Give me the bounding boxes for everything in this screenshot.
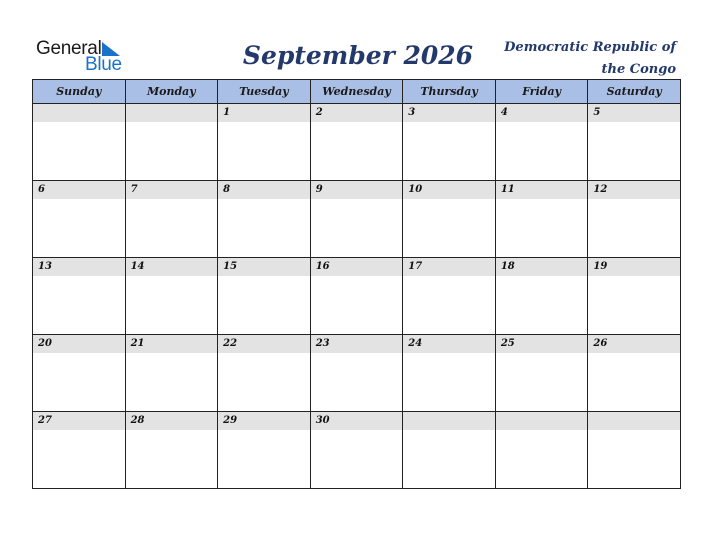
day-number: 21 xyxy=(126,335,218,353)
day-number xyxy=(126,104,218,122)
day-cell xyxy=(218,181,311,258)
day-number: 19 xyxy=(588,258,680,276)
day-cell xyxy=(33,258,126,335)
logo-general-text: General xyxy=(36,38,102,59)
day-cell xyxy=(495,412,588,489)
day-cell xyxy=(403,335,496,412)
day-number: 20 xyxy=(33,335,125,353)
day-cell xyxy=(588,258,681,335)
day-number: 17 xyxy=(403,258,495,276)
day-number: 15 xyxy=(218,258,310,276)
day-cell xyxy=(310,181,403,258)
day-cell xyxy=(218,412,311,489)
day-number: 13 xyxy=(33,258,125,276)
day-cell xyxy=(495,181,588,258)
day-cell xyxy=(125,258,218,335)
day-cell xyxy=(33,412,126,489)
day-number: 18 xyxy=(496,258,588,276)
day-number: 9 xyxy=(311,181,403,199)
day-number: 4 xyxy=(496,104,588,122)
day-cell xyxy=(495,104,588,181)
weekday-friday: Friday xyxy=(495,80,588,104)
weekday-header-row xyxy=(33,80,681,104)
logo-blue-text: Blue xyxy=(85,54,122,75)
day-number xyxy=(403,412,495,430)
weekday-sunday: Sunday xyxy=(33,80,126,104)
day-cell xyxy=(218,104,311,181)
day-cell xyxy=(403,181,496,258)
weekday-monday: Monday xyxy=(125,80,218,104)
day-cell xyxy=(588,181,681,258)
day-number: 29 xyxy=(218,412,310,430)
day-number xyxy=(33,104,125,122)
weekday-wednesday: Wednesday xyxy=(310,80,403,104)
day-number xyxy=(496,412,588,430)
day-cell xyxy=(125,335,218,412)
day-cell xyxy=(588,335,681,412)
day-cell xyxy=(403,104,496,181)
day-number: 24 xyxy=(403,335,495,353)
day-number: 2 xyxy=(311,104,403,122)
day-cell xyxy=(588,412,681,489)
month-title: September 2026 xyxy=(242,41,474,70)
day-number: 16 xyxy=(311,258,403,276)
day-number: 5 xyxy=(588,104,680,122)
week-row xyxy=(33,335,681,412)
day-cell xyxy=(310,335,403,412)
day-number: 28 xyxy=(126,412,218,430)
general-blue-logo xyxy=(36,39,136,75)
day-cell xyxy=(495,258,588,335)
country-line-1: Democratic Republic of xyxy=(504,40,676,55)
day-cell xyxy=(403,258,496,335)
weekday-tuesday: Tuesday xyxy=(218,80,311,104)
day-number: 6 xyxy=(33,181,125,199)
country-line-2: the Congo xyxy=(601,62,676,77)
day-number: 3 xyxy=(403,104,495,122)
day-cell xyxy=(588,104,681,181)
weekday-saturday: Saturday xyxy=(588,80,681,104)
day-number: 27 xyxy=(33,412,125,430)
country-name xyxy=(456,37,676,81)
day-number: 23 xyxy=(311,335,403,353)
day-cell xyxy=(495,335,588,412)
day-number: 11 xyxy=(496,181,588,199)
day-cell xyxy=(310,258,403,335)
day-cell xyxy=(125,104,218,181)
day-number: 1 xyxy=(218,104,310,122)
day-cell xyxy=(310,412,403,489)
day-number: 30 xyxy=(311,412,403,430)
week-row xyxy=(33,412,681,489)
calendar-grid xyxy=(32,79,681,489)
weekday-thursday: Thursday xyxy=(403,80,496,104)
day-cell xyxy=(218,258,311,335)
day-number: 10 xyxy=(403,181,495,199)
day-number: 25 xyxy=(496,335,588,353)
day-cell xyxy=(403,412,496,489)
day-cell xyxy=(310,104,403,181)
week-row xyxy=(33,181,681,258)
day-cell xyxy=(33,181,126,258)
day-number xyxy=(588,412,680,430)
day-number: 8 xyxy=(218,181,310,199)
day-number: 12 xyxy=(588,181,680,199)
day-number: 7 xyxy=(126,181,218,199)
day-cell xyxy=(125,181,218,258)
day-cell xyxy=(218,335,311,412)
day-number: 22 xyxy=(218,335,310,353)
week-row xyxy=(33,258,681,335)
day-cell xyxy=(33,335,126,412)
day-number: 14 xyxy=(126,258,218,276)
day-cell xyxy=(125,412,218,489)
day-number: 26 xyxy=(588,335,680,353)
week-row xyxy=(33,104,681,181)
day-cell xyxy=(33,104,126,181)
